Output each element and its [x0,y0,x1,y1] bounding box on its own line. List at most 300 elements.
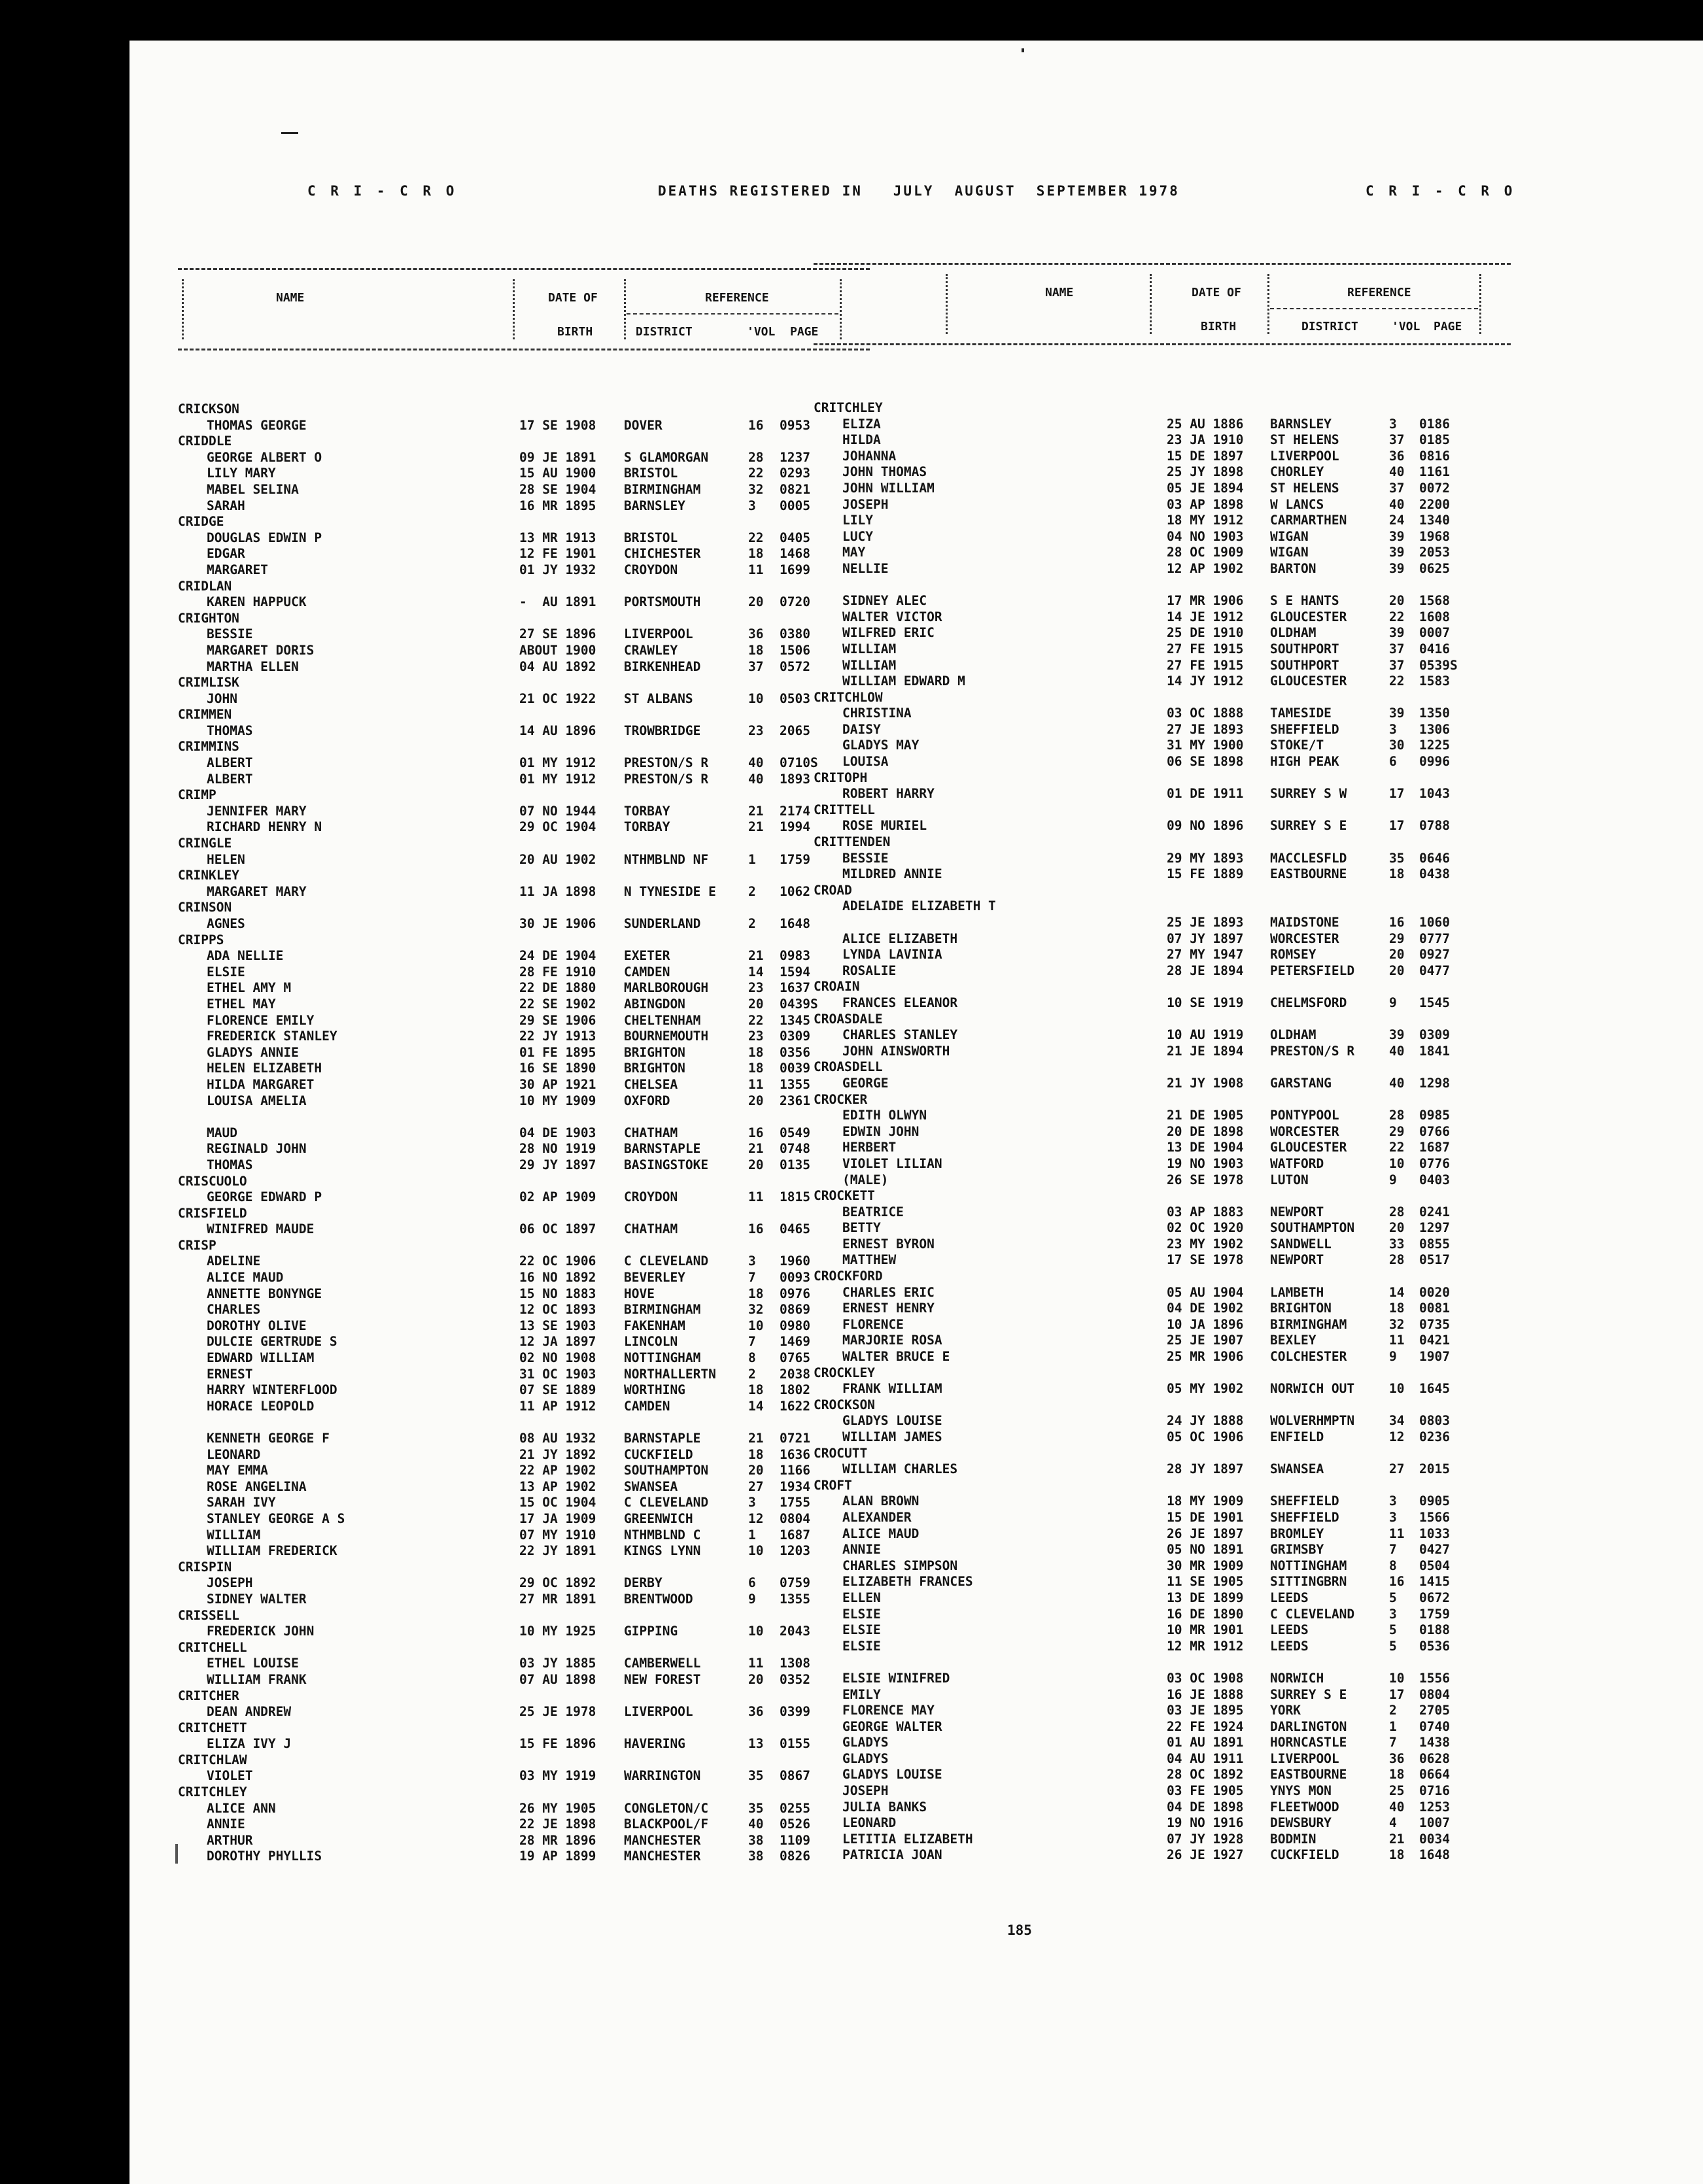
page-ref: 1566 [1419,1509,1450,1525]
forenames: ETHEL LOUISE [207,1656,299,1671]
forenames: JOHN AINSWORTH [842,1043,950,1059]
date-of-birth: 21 DE 1905 [1167,1108,1244,1123]
district: EASTBOURNE [1270,866,1347,882]
district: MANCHESTER [624,1832,701,1848]
volume: 18 [748,642,764,658]
district: ABINGDON [624,996,685,1012]
forenames: ELSIE [842,1638,881,1654]
forenames: WALTER VICTOR [842,609,942,624]
page-ref: 1755 [780,1495,810,1510]
volume: 2 [748,1366,756,1382]
district: TORBAY [624,819,670,835]
forenames: RICHARD HENRY N [207,819,322,835]
date-of-birth: 07 NO 1944 [519,803,596,819]
entry-row [178,1849,870,1865]
district: SHEFFIELD [1270,1493,1339,1509]
forenames: FREDERICK STANLEY [207,1029,337,1044]
date-of-birth: 25 DE 1910 [1167,625,1244,641]
date-of-heading: DATE OF [1192,286,1241,299]
date-of-birth: 05 JE 1894 [1167,480,1244,496]
date-of-birth: 10 MY 1925 [519,1624,596,1639]
entry-row [814,1156,1511,1172]
page-ref: 2015 [1419,1461,1450,1477]
volume: 29 [1389,1123,1405,1139]
volume: 20 [748,1671,764,1687]
page-ref: 0740 [1419,1718,1450,1734]
district: PRESTON/S R [624,771,709,787]
volume: 21 [748,1141,764,1157]
forenames: HELEN [207,851,245,867]
district: YNYS MON [1270,1783,1332,1799]
volume: 20 [748,594,764,610]
district: CAMDEN [624,1398,670,1414]
date-of-birth: 14 JY 1912 [1167,674,1244,689]
page-ref: 0821 [780,481,810,497]
district: CHORLEY [1270,464,1324,480]
date-of-birth: 03 OC 1908 [1167,1670,1244,1686]
forenames: DOUGLAS EDWIN P [207,530,322,545]
page-ref: 0826 [780,1849,810,1864]
date-of-birth: 18 MY 1909 [1167,1493,1244,1509]
date-of-birth: 17 SE 1978 [1167,1252,1244,1268]
district: CUCKFIELD [624,1446,693,1462]
page-ref: 0996 [1419,754,1450,770]
district: SOUTHAMPTON [624,1463,709,1478]
entry-row [178,916,870,932]
district: W LANCS [1270,496,1324,512]
surname: CRINGLE [178,836,232,851]
surname: CRISSELL [178,1607,239,1623]
date-of-birth: 13 AP 1902 [519,1478,596,1494]
district: GLOUCESTER [1270,1140,1347,1155]
entry-row [814,1735,1511,1751]
volume: 18 [1389,1301,1405,1316]
volume: 11 [748,1076,764,1092]
date-of-birth: 28 JE 1894 [1167,963,1244,978]
volume: 20 [1389,1220,1405,1236]
volume: 3 [1389,1493,1397,1509]
entry-row [178,723,870,740]
entry-row [814,1687,1511,1703]
date-of-birth: 22 OC 1906 [519,1254,596,1269]
date-of-birth: 17 MR 1906 [1167,593,1244,609]
date-of-birth: 15 FE 1889 [1167,866,1244,882]
spacer-row [814,577,1511,594]
district: PRESTON/S R [1270,1043,1355,1059]
volume: 16 [748,1221,764,1237]
page-ref: 0710S [780,755,818,771]
date-of-birth: 16 JE 1888 [1167,1686,1244,1702]
surname-row [178,1688,870,1705]
page-ref: 1934 [780,1478,810,1494]
district: CHICHESTER [624,546,701,562]
volume: 23 [748,723,764,738]
page-ref: 0536 [1419,1638,1450,1654]
page-ref: 0628 [1419,1750,1450,1766]
district: LEEDS [1270,1590,1309,1605]
forenames: WILLIAM [207,1527,261,1543]
date-of-birth: 04 NO 1903 [1167,528,1244,544]
page-ref: 0081 [1419,1301,1450,1316]
forenames: ALICE MAUD [207,1270,284,1286]
volume: 35 [1389,850,1405,866]
surname: CRIMLISK [178,675,239,691]
volume: 7 [1389,1542,1397,1558]
date-of-birth: 05 AU 1904 [1167,1284,1244,1300]
entry-row [178,1141,870,1157]
volume: 3 [1389,1509,1397,1525]
forenames: JOSEPH [842,496,889,512]
entry-row [178,819,870,836]
date-of-birth: 24 JY 1888 [1167,1413,1244,1429]
entry-row [814,1204,1511,1221]
forenames: ELIZABETH FRANCES [842,1574,973,1590]
page-ref: 0503 [780,691,810,706]
entry-row [814,1349,1511,1365]
surname-row [814,1092,1511,1108]
forenames: WINIFRED MAUDE [207,1221,315,1237]
date-of-birth: 13 SE 1903 [519,1318,596,1333]
page-ref: 1968 [1419,528,1450,544]
district: KINGS LYNN [624,1543,701,1559]
date-of-birth: 13 MR 1913 [519,530,596,545]
page-ref: 0504 [1419,1558,1450,1573]
left-column [178,268,870,1865]
surname: CROCKLEY [814,1365,875,1380]
forenames: MATTHEW [842,1252,897,1268]
date-of-birth: 29 SE 1906 [519,1012,596,1028]
date-of-birth: 04 DE 1902 [1167,1301,1244,1316]
forenames: WILFRED ERIC [842,625,935,641]
entry-row [814,1847,1511,1864]
volume: 40 [748,771,764,787]
district: BIRMINGHAM [624,1302,701,1318]
district: SUNDERLAND [624,916,701,931]
date-of-birth: 26 MY 1905 [519,1800,596,1816]
district: N TYNESIDE E [624,883,716,899]
surname: CRITCHLEY [178,1784,247,1800]
surname: CRINKLEY [178,868,239,883]
entry-row [814,674,1511,690]
volume: 40 [1389,1075,1405,1091]
page-ref: 0721 [780,1431,810,1446]
district: PORTSMOUTH [624,594,701,610]
volume: 32 [748,1302,764,1318]
district: BRISTOL [624,530,678,545]
date-of-birth: 21 JE 1894 [1167,1043,1244,1059]
forenames: FLORENCE MAY [842,1703,935,1718]
date-of-birth: 07 SE 1889 [519,1382,596,1398]
page-ref: 0869 [780,1302,810,1318]
page-ref: 0427 [1419,1542,1450,1558]
district: DOVER [624,417,662,433]
volume: 8 [748,1350,756,1366]
forenames: THOMAS [207,723,253,738]
date-of-birth: 25 JY 1898 [1167,464,1244,480]
forenames: HELEN ELIZABETH [207,1061,322,1076]
range-right: C R I - C R O [1366,183,1516,199]
district: BRIGHTON [624,1044,685,1060]
forenames: ANNETTE BONYNGE [207,1286,322,1301]
district: CAMBERWELL [624,1656,701,1671]
surname-row [178,675,870,691]
district: NEWPORT [1270,1252,1324,1268]
page-ref: 0788 [1419,818,1450,834]
date-of-birth: 29 OC 1892 [519,1575,596,1591]
date-of-birth: 09 NO 1896 [1167,818,1244,834]
district: BROMLEY [1270,1526,1324,1541]
volume: 18 [748,1044,764,1060]
page-ref: 1007 [1419,1815,1450,1831]
volume: 5 [1389,1590,1397,1605]
forenames: MARGARET [207,562,268,577]
district: DEWSBURY [1270,1815,1332,1831]
forenames: ALICE MAUD [842,1526,920,1541]
page-ref: 0855 [1419,1236,1450,1252]
entry-row [178,1399,870,1415]
forenames: LILY [842,513,873,528]
date-of-birth: 22 SE 1902 [519,996,596,1012]
entry-row [178,1157,870,1174]
forenames: LYNDA LAVINIA [842,947,942,963]
volume: 18 [748,1446,764,1462]
date-of-birth: 27 SE 1896 [519,626,596,642]
entry-row [814,545,1511,561]
volume: 3 [1389,721,1397,737]
entry-row [814,786,1511,802]
entry-row [178,948,870,964]
volume: 11 [748,1189,764,1205]
page-ref: 1062 [780,883,810,899]
date-of-birth: 16 SE 1890 [519,1061,596,1076]
volume: 12 [1389,1429,1405,1444]
district: LUTON [1270,1172,1309,1187]
forenames: HORACE LEOPOLD [207,1398,315,1414]
forenames: MARGARET MARY [207,883,307,899]
volume: 1 [748,1527,756,1543]
district: BRIGHTON [1270,1301,1332,1316]
entry-row [814,1108,1511,1124]
volume: 14 [748,1398,764,1414]
entry-row [178,1077,870,1093]
forenames: MAY EMMA [207,1463,268,1478]
date-of-birth: 16 DE 1890 [1167,1606,1244,1622]
page-ref: 0526 [780,1817,810,1832]
forenames: EDWIN JOHN [842,1123,920,1139]
district: GREENWICH [624,1510,693,1526]
volume: 36 [748,626,764,642]
page-ref: 1556 [1419,1670,1450,1686]
date-of-birth: 29 JY 1897 [519,1157,596,1172]
district: C CLEVELAND [624,1254,709,1269]
district: GLOUCESTER [1270,674,1347,689]
volume: 28 [1389,1108,1405,1123]
entry-row [814,497,1511,513]
right-column [814,263,1511,1864]
page-ref: 0980 [780,1318,810,1333]
district: LEEDS [1270,1622,1309,1638]
page-ref: 0155 [780,1736,810,1752]
page-ref: 1841 [1419,1043,1450,1059]
date-of-birth: 01 JY 1932 [519,562,596,577]
volume: 4 [1389,1815,1397,1831]
volume: 3 [1389,1606,1397,1622]
entry-row [814,417,1511,433]
scan-mark [281,132,298,134]
volume: 10 [1389,1670,1405,1686]
forenames: ETHEL AMY M [207,980,292,996]
district: OLDHAM [1270,625,1316,641]
volume: 25 [1389,1783,1405,1799]
forenames: VIOLET [207,1768,253,1784]
surname-row [814,400,1511,417]
surname: CRISCUOLO [178,1173,247,1189]
page-ref: 0236 [1419,1429,1450,1444]
entry-row [178,884,870,900]
date-of-birth: 10 JA 1896 [1167,1316,1244,1332]
forenames: CHARLES SIMPSON [842,1558,958,1573]
page-ref: 1815 [780,1189,810,1205]
page-ref: 1907 [1419,1349,1450,1365]
date-of-birth: 07 JY 1928 [1167,1831,1244,1847]
page-ref: 0416 [1419,641,1450,657]
surname: CRIDGE [178,514,224,530]
forenames: ANNIE [207,1817,245,1832]
district: OXFORD [624,1093,670,1108]
entry-row [814,1413,1511,1429]
forenames: ELIZA [842,416,881,432]
entry-row [814,641,1511,658]
volume: 7 [1389,1735,1397,1750]
forenames: JOHANNA [842,448,897,464]
volume: 36 [1389,448,1405,464]
district: BRIGHTON [624,1061,685,1076]
volume: 28 [748,449,764,465]
volume: 1 [748,851,756,867]
page-ref: 1306 [1419,721,1450,737]
page-ref: 0185 [1419,432,1450,448]
forenames: ALBERT [207,755,253,771]
forenames: HILDA [842,432,881,448]
volume: 23 [748,980,764,996]
page-ref: 1699 [780,562,810,577]
surname-row [178,611,870,627]
date-of-birth: 07 JY 1897 [1167,930,1244,946]
district: SOUTHPORT [1270,641,1339,657]
forenames: GEORGE WALTER [842,1718,942,1734]
entry-row [814,1172,1511,1189]
volume: 40 [1389,1799,1405,1815]
forenames: HARRY WINTERFLOOD [207,1382,337,1398]
date-of-birth: 03 JY 1885 [519,1656,596,1671]
page-ref: 0646 [1419,850,1450,866]
forenames: WILLIAM [842,657,897,673]
surname: CROCUTT [814,1445,868,1461]
entry-row [814,1622,1511,1639]
spacer-row [814,1654,1511,1671]
date-of-birth: 25 JE 1893 [1167,915,1244,930]
date-of-birth: 16 MR 1895 [519,498,596,513]
page-ref: 1237 [780,449,810,465]
surname: CRISFIELD [178,1205,247,1221]
page-heading: PAGE [790,325,819,339]
district: COLCHESTER [1270,1349,1347,1365]
volume: 12 [748,1510,764,1526]
volume: 32 [1389,1316,1405,1332]
volume: 10 [748,1624,764,1639]
district: CROYDON [624,562,678,577]
page-ref: 1350 [1419,706,1450,721]
forenames: GLADYS LOUISE [842,1413,942,1429]
forenames: CHRISTINA [842,706,912,721]
forenames: DOROTHY PHYLLIS [207,1849,322,1864]
volume: 7 [748,1334,756,1350]
district: HAVERING [624,1736,685,1752]
page-heading: PAGE [1434,320,1462,333]
date-of-birth: 19 NO 1916 [1167,1815,1244,1831]
date-of-birth: 01 MY 1912 [519,755,596,771]
page-ref: 0766 [1419,1123,1450,1139]
district: ROMSEY [1270,947,1316,963]
surname-row [814,1478,1511,1494]
volume: 22 [1389,609,1405,624]
forenames: LOUISA [842,754,889,770]
district: TORBAY [624,803,670,819]
district: SURREY S W [1270,786,1347,802]
entry-row [814,1574,1511,1590]
entry-row [814,1285,1511,1301]
surname: CROASDALE [814,1011,883,1027]
entry-row [178,1382,870,1399]
volume: 18 [748,546,764,562]
forenames: SIDNEY WALTER [207,1591,307,1607]
date-of-birth: 12 JA 1897 [519,1334,596,1350]
page-ref: 0953 [780,417,810,433]
date-of-birth: 05 OC 1906 [1167,1429,1244,1444]
date-of-birth: 10 MY 1909 [519,1093,596,1108]
page-ref: 0759 [780,1575,810,1591]
entry-row [814,1333,1511,1349]
page-ref: 2043 [780,1624,810,1639]
date-of-birth: 03 AP 1883 [1167,1204,1244,1220]
volume: 38 [748,1832,764,1848]
date-of-birth: 02 NO 1908 [519,1350,596,1366]
page-ref: 0421 [1419,1333,1450,1348]
entry-row [178,1350,870,1367]
forenames: MABEL SELINA [207,481,299,497]
page-ref: 2065 [780,723,810,738]
date-of-birth: 05 MY 1902 [1167,1381,1244,1397]
volume: 29 [1389,930,1405,946]
reference-heading: REFERENCE [1347,286,1411,299]
district: BEVERLEY [624,1270,685,1286]
page-ref: 2174 [780,803,810,819]
date-of-birth: 22 AP 1902 [519,1463,596,1478]
date-of-birth: 02 AP 1909 [519,1189,596,1205]
page-ref: 1759 [1419,1606,1450,1622]
district: FLEETWOOD [1270,1799,1339,1815]
entry-row [178,1270,870,1286]
forenames: FLORENCE EMILY [207,1012,315,1028]
date-of-birth: 25 AU 1886 [1167,416,1244,432]
page-ref: 1759 [780,851,810,867]
entry-row [178,1817,870,1833]
date-of-birth: 23 JA 1910 [1167,432,1244,448]
entry-row [178,997,870,1013]
volume: 39 [1389,528,1405,544]
entry-row [814,722,1511,738]
district: LINCOLN [624,1334,678,1350]
